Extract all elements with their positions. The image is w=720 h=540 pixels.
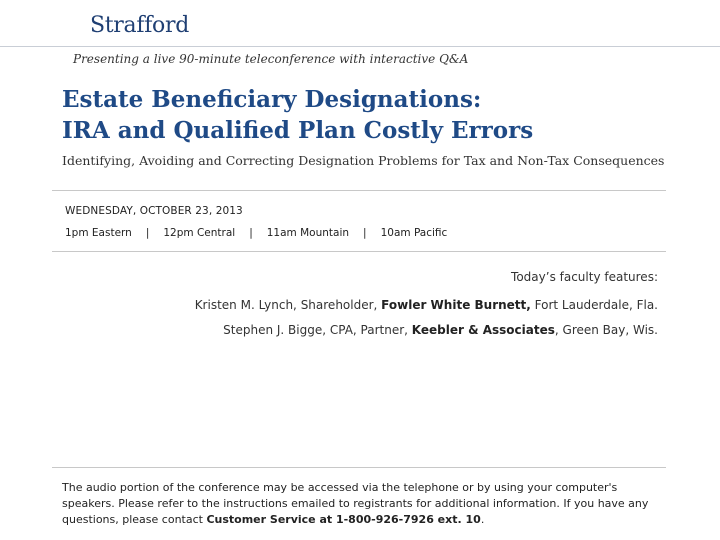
faculty-location: Fort Lauderdale, Fla. <box>530 298 658 312</box>
time-eastern: 1pm Eastern <box>65 227 132 239</box>
faculty-member <box>223 323 658 337</box>
faculty-firm: Keebler & Associates <box>411 323 555 337</box>
customer-service-contact: Customer Service at 1-800-926-7926 ext. 10 <box>206 513 481 526</box>
faculty-heading: Today’s faculty features: <box>511 270 658 284</box>
time-mountain: 11am Mountain <box>266 227 350 239</box>
faculty-firm: Fowler White Burnett, <box>381 298 531 312</box>
event-date: WEDNESDAY, OCTOBER 23, 2013 <box>65 205 243 217</box>
time-pacific: 10am Pacific <box>380 227 448 239</box>
title-line-2: IRA and Qualified Plan Costly Errors <box>62 117 534 144</box>
time-central: 12pm Central <box>163 227 236 239</box>
footer-end: . <box>480 513 485 526</box>
page-title <box>62 84 533 146</box>
faculty-name-role: Stephen J. Bigge, CPA, Partner, <box>223 323 412 337</box>
time-separator: | <box>363 227 367 239</box>
time-separator: | <box>249 227 253 239</box>
footer-note <box>62 480 662 528</box>
subtitle: Identifying, Avoiding and Correcting Designation Problems for Tax and Non-Tax Consequences <box>62 153 665 168</box>
event-times <box>65 227 447 239</box>
header-divider <box>0 46 720 47</box>
strafford-logo: Strafford <box>90 13 189 38</box>
faculty-name-role: Kristen M. Lynch, Shareholder, <box>194 298 382 312</box>
section-divider-bottom <box>52 467 666 468</box>
faculty-location: , Green Bay, Wis. <box>554 323 658 337</box>
title-line-1: Estate Beneficiary Designations: <box>62 86 482 113</box>
section-divider-top <box>52 190 666 191</box>
faculty-member <box>195 298 658 312</box>
tagline: Presenting a live 90-minute teleconference with interactive Q&A <box>73 52 469 66</box>
footer-text: The audio portion of the conference may be accessed via the telephone or by using your computer's speakers. Please refer to the instructions emailed to registrants for additional information. If you have any questions, please contact <box>62 481 649 526</box>
section-divider-middle <box>52 251 666 252</box>
time-separator: | <box>145 227 150 239</box>
